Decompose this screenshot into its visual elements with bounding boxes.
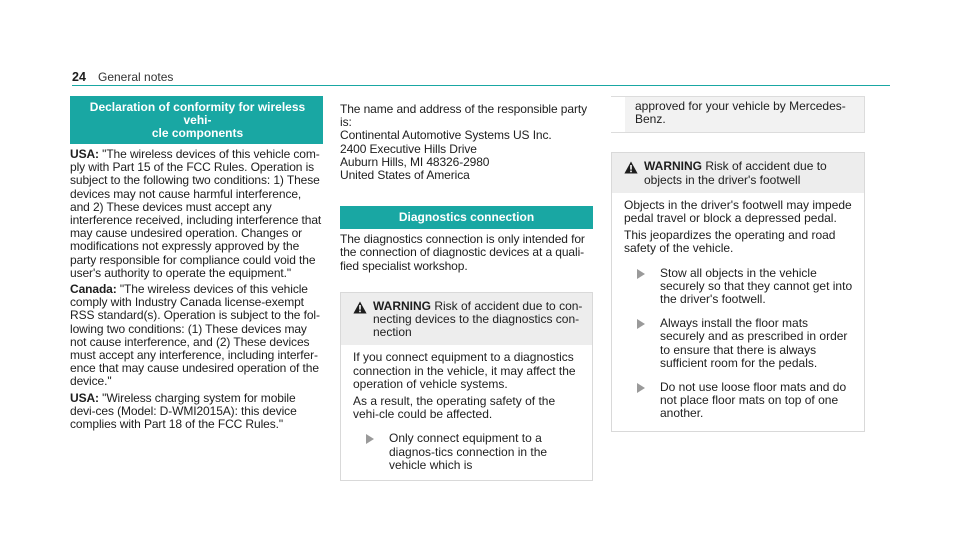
page-number: 24 [72, 70, 86, 84]
warning-paragraph: If you connect equipment to a diagnostics connection in the vehicle, it may affect the operation of vehicle systems. [353, 350, 576, 391]
responsible-party [340, 103, 593, 182]
diagnostics-text: The diagnostics connection is only intended for the connection of diagnostic devices at a quali-fied specialist workshop. [340, 232, 585, 273]
warning-triangle-icon [353, 301, 367, 314]
warning-bullet [624, 381, 854, 421]
usa2-label: USA: [70, 390, 99, 405]
bullet-text: Only connect equipment to a diagnos-tics connection in the vehicle which is [389, 431, 548, 472]
column-right [611, 96, 865, 432]
page-header [72, 70, 890, 86]
warning-paragraph: As a result, the operating safety of the vehi-cle could be affected. [353, 394, 556, 422]
usa-paragraph [70, 148, 323, 280]
bullet-arrow-icon [636, 319, 646, 329]
canada-label: Canada: [70, 282, 117, 297]
warning-header [341, 293, 592, 346]
warning-title-text: Risk of accident due to objects in the driver's footwell [644, 159, 827, 187]
warning-footwell [611, 152, 865, 431]
canada-paragraph [70, 283, 323, 389]
warning-label: WARNING [644, 159, 702, 174]
address-line: Auburn Hills, MI 48326-2980 [340, 154, 490, 169]
heading-diagnostics [340, 206, 593, 229]
bullet-arrow-icon [636, 269, 646, 279]
usa2-text: "Wireless charging system for mobile devi-ces (Model: D-WMI2015A): this device complies with Part 18 of the FCC Rules." [70, 390, 297, 432]
declaration-text [70, 148, 323, 431]
warning-triangle-icon [624, 161, 638, 174]
warning-body [341, 345, 592, 480]
warning-bullet [624, 267, 854, 307]
heading-diagnostics-text: Diagnostics connection [398, 210, 535, 225]
bullet-arrow-icon [365, 434, 375, 444]
continued-text: approved for your vehicle by Mercedes-Benz. [635, 99, 846, 127]
address-line: 2400 Executive Hills Drive [340, 141, 477, 156]
warning-diagnostics [340, 292, 593, 481]
column-left [70, 96, 323, 431]
warning-paragraph: Objects in the driver's footwell may impede pedal travel or block a depressed pedal. [624, 197, 852, 226]
warning-header [612, 153, 864, 192]
warning-body [612, 193, 864, 431]
warning-bullet [624, 317, 854, 370]
usa-wireless-paragraph [70, 392, 323, 432]
usa-label: USA: [70, 147, 99, 161]
warning-title-text: Risk of accident due to con-necting devices to the diagnostics con-nection [373, 298, 583, 340]
continued-bullet [611, 96, 865, 133]
canada-text: "The wireless devices of this vehicle comply with Industry Canada license-exempt RSS standard(s). Operation is subject to the fol-lowing two conditions: (1) These devices may not cause interference, and (2) These devices must accept any interference, including interfer-ence that may cause undesired operation of the device." [70, 282, 320, 389]
responsible-intro: The name and address of the responsible party is: [340, 102, 587, 130]
warning-label: WARNING [373, 298, 431, 313]
bullet-text: Do not use loose floor mats and do not place floor mats on top of one another. [660, 380, 847, 421]
address-line: Continental Automotive Systems US Inc. [340, 128, 552, 143]
bullet-text: Always install the floor mats securely and as prescribed in order to ensure that there is always sufficient room for the pedals. [660, 316, 848, 370]
warning-paragraph: This jeopardizes the operating and road safety of the vehicle. [624, 228, 836, 256]
warning-title [373, 300, 584, 340]
heading-declaration-text: Declaration of conformity for wireless vehi- cle components [89, 100, 306, 140]
bullet-arrow-icon [636, 383, 646, 393]
section-title: General notes [98, 70, 174, 84]
heading-declaration [70, 96, 323, 144]
column-middle [340, 103, 593, 481]
warning-title [644, 160, 856, 186]
warning-bullet [353, 432, 582, 472]
address-line: United States of America [340, 168, 470, 183]
usa-text: "The wireless devices of this vehicle com-ply with Part 15 of the FCC Rules. Operation is subject to the following two conditions: 1) These devices may not cause harmful interference, and 2) These devices must accept any interference received, including interference that may cause undesired operation. Changes or modifications not expressly approved by the party responsible for compliance could void the user's authority to operate the equipment." [70, 147, 322, 280]
bullet-text: Stow all objects in the vehicle securely so that they cannot get into the driver's footwell. [660, 265, 853, 307]
